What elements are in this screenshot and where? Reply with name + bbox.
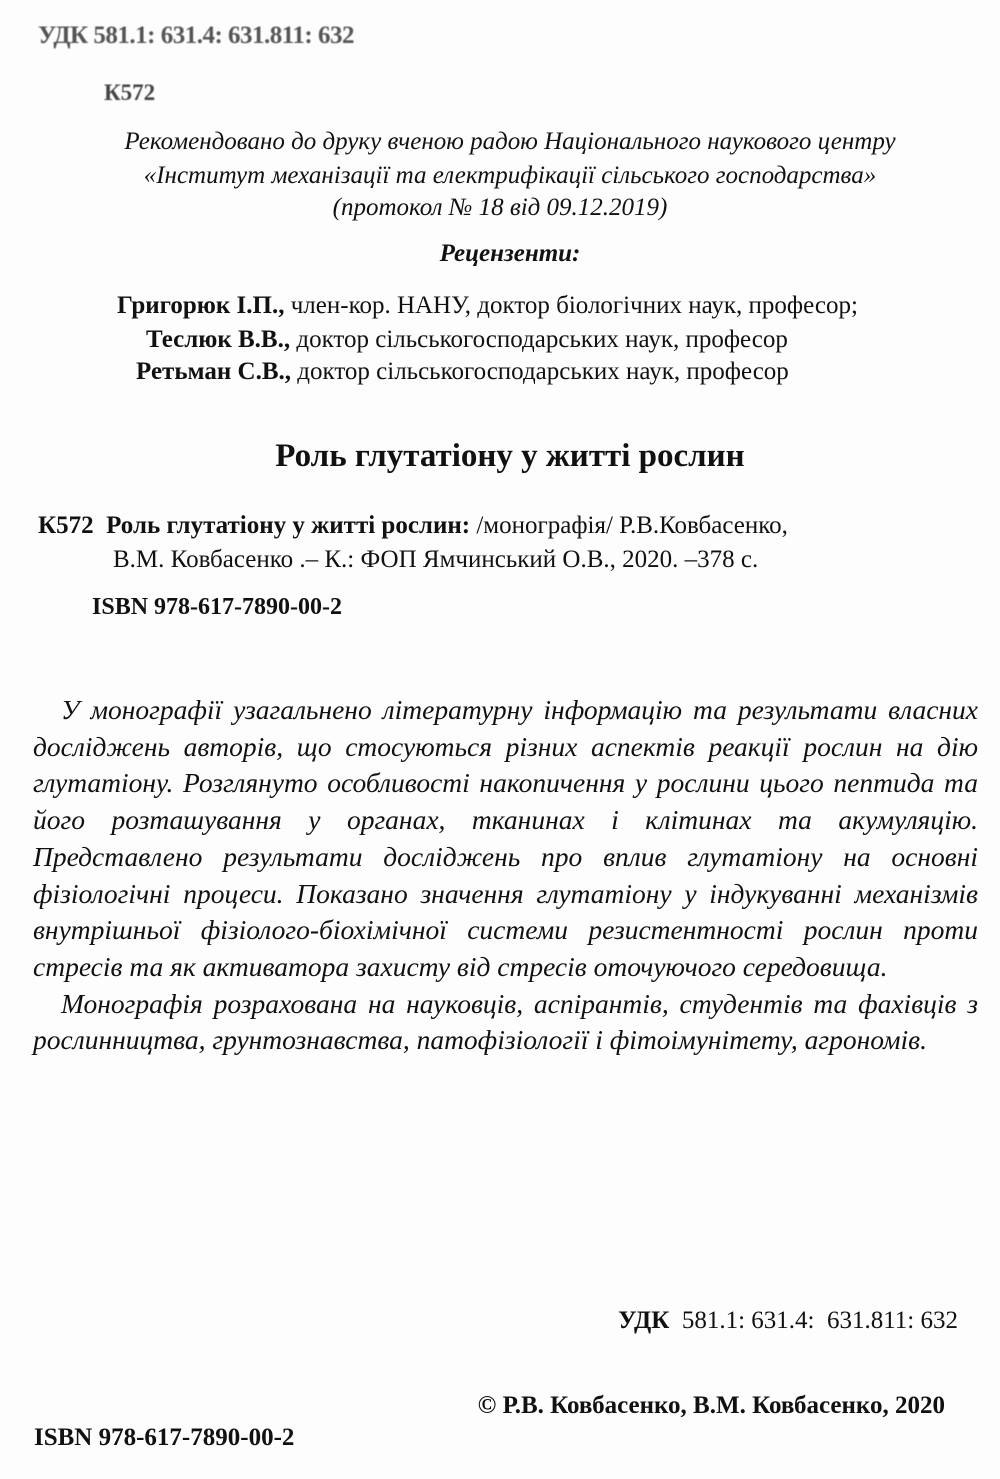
reviewers-heading: Рецензенти: — [439, 240, 581, 267]
copyright: © Р.В. Ковбасенко, В.М. Ковбасенко, 2020 — [477, 1392, 945, 1419]
recommendation-line-2: «Інститут механізації та електрифікації сільського господарства» — [143, 162, 877, 189]
catalog-entry-line-1 — [38, 512, 788, 540]
reviewer-name: Ретьман С.В., — [136, 358, 292, 385]
reviewer-desc: доктор сільськогосподарських наук, професор — [291, 358, 789, 385]
catalog-code-header: К572 — [104, 80, 156, 105]
udk-value: 581.1: 631.4: 631.811: 632 — [669, 1307, 958, 1334]
footer-isbn: ISBN 978-617-7890-00-2 — [34, 1424, 295, 1451]
abstract-paragraph-2: Монографія розрахована на науковців, аспірантів, студентів та фахівців з рослинництва, грунтознавства, патофізіології і фітоімунітету, агрономів. — [33, 987, 978, 1056]
catalog-isbn: ISBN 978-617-7890-00-2 — [92, 594, 342, 620]
catalog-code: К572 — [38, 512, 94, 539]
udk-header: УДК 581.1: 631.4: 631.811: 632 — [38, 22, 354, 49]
udk-label: УДК — [618, 1307, 670, 1334]
reviewer-3 — [136, 358, 789, 386]
catalog-entry-line-2: В.М. Ковбасенко .– К.: ФОП Ямчинський О.В., 2020. –378 с. — [113, 546, 759, 573]
catalog-title: Роль глутатіону у житті рослин: — [106, 512, 471, 539]
reviewer-desc: доктор сільськогосподарських наук, професор — [290, 326, 788, 353]
reviewer-name: Григорюк І.П., — [117, 292, 285, 319]
reviewer-2 — [146, 326, 788, 354]
recommendation-line-1: Рекомендовано до друку вченою радою Національного наукового центру — [124, 128, 896, 155]
catalog-authors: /монографія/ Р.В.Ковбасенко, — [470, 512, 788, 539]
abstract — [33, 692, 978, 1059]
recommendation-line-3: (протокол № 18 від 09.12.2019) — [332, 194, 668, 221]
reviewer-desc: член-кор. НАНУ, доктор біологічних наук, професор; — [284, 292, 858, 319]
udk-footer — [618, 1307, 958, 1335]
reviewer-1 — [117, 292, 858, 320]
book-title: Роль глутатіону у житті рослин — [275, 438, 745, 474]
reviewer-name: Теслюк В.В., — [146, 326, 291, 353]
abstract-paragraph-1: У монографії узагальнено літературну інформацію та результати власних досліджень авторів, що стосуються різних аспектів реакції рослин на дію глутатіону. Розглянуто особливості накопичення у рослини цього пептида та його розташування у органах, тканинах і клітинах та акумуляцію. Представлено результати досліджень про вплив глутатіону на основні фізіологічні процеси. Показано значення глутатіону у індукуванні механізмів внутрішньої фізіолого-біохімічної системи резистентності рослин проти стресів та як активатора захисту від стресів оточуючого середовища. — [33, 694, 978, 982]
